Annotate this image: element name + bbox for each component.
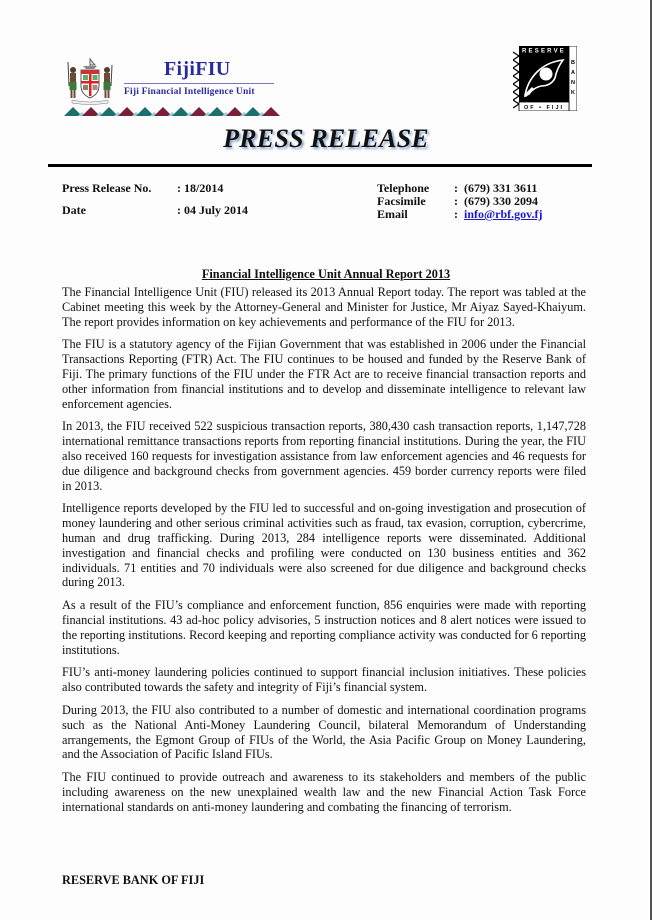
paragraph: The FIU is a statutory agency of the Fijian Government that was established in 2006 under the Financial Transactions Reporting (FTR) Act. The FIU continues to be housed and funded by the Reserve Bank of Fiji. The primary functions of the FIU under the FTR Act are to receive financial transaction reports and other information from financial institutions and to develop and disseminate intelligence to relevant law enforcement agencies. (62, 337, 586, 411)
paragraph: The FIU continued to provide outreach and awareness to its stakeholders and members of the public including awareness on the new unexplained wealth law and the new Financial Action Task Force international standards on anti-money laundering and combating the financing of terrorism. (62, 770, 586, 814)
fiu-logo-title: FijiFIU (164, 58, 231, 80)
meta-label: Press Release No. (62, 181, 152, 195)
meta-value: : (679) 331 3611 (454, 181, 538, 195)
email-link[interactable]: info@rbf.gov.fj (464, 207, 543, 221)
rbf-tabua-icon (513, 46, 577, 111)
document-body (62, 285, 586, 823)
svg-text:BANK: B A N K (571, 60, 575, 96)
meta-row-date (62, 204, 248, 226)
paragraph: As a result of the FIU’s compliance and enforcement function, 856 enquiries were made with reporting financial institutions. 43 ad-hoc policy advisories, 5 instruction notices and 8 alert notices were issued to the reporting institutions. Record keeping and reporting compliance activity was conducted for 6 reporting institutions. (62, 598, 586, 657)
meta-label: Telephone (377, 181, 430, 195)
fiu-logo-subtitle: Fiji Financial Intelligence Unit (124, 87, 255, 97)
meta-row-release-no (62, 182, 248, 204)
signoff: RESERVE BANK OF FIJI (62, 873, 205, 887)
meta-value: : 18/2014 (177, 181, 224, 195)
contact-meta (377, 182, 543, 221)
triangle-pattern-band (64, 106, 280, 116)
release-meta (62, 182, 248, 226)
meta-label: Date (62, 203, 86, 217)
fiu-logo-rule (124, 83, 274, 84)
svg-text:RESERVE: RESERVE (522, 48, 566, 55)
document-heading: Financial Intelligence Unit Annual Report 2013 (201, 267, 451, 281)
paragraph: FIU’s anti-money laundering policies continued to support financial inclusion initiatives. These policies also contributed towards the safety and integrity of Fiji’s financial system. (62, 665, 586, 695)
paragraph: During 2013, the FIU also contributed to a number of domestic and international coordination programs such as the National Anti-Money Laundering Council, bilateral Memorandum of Understanding arrangements, the Egmont Group of FIUs of the World, the Asia Pacific Group on Money Laundering, and the Association of Pacific Island FIUs. (62, 702, 586, 762)
meta-value: : 04 July 2014 (177, 203, 249, 217)
press-release-title: PRESS RELEASE (223, 124, 429, 153)
meta-label: Facsimile (377, 194, 426, 208)
svg-text:OF • FIJI: OF • FIJI (523, 105, 565, 111)
paragraph: Intelligence reports developed by the FIU led to successful and on-going investigation and prosecution of money laundering and other serious criminal activities such as fraud, tax evasion, corruption, cybercrime, human and drug trafficking. During 2013, 284 intelligence reports were disseminated. Additional investigation and financial checks and profiling were conducted on 130 business entities and 362 individuals. 71 entities and 70 individuals were also screened for due diligence and background checks during 2013. (62, 501, 586, 590)
meta-label: Email (377, 207, 408, 221)
paragraph: The Financial Intelligence Unit (FIU) released its 2013 Annual Report today. The report was tabled at the Cabinet meeting this week by the Attorney-General and Minister for Justice, Mr Aiyaz Sayed-Khaiyum. The report provides information on key achievements and performance of the FIU for 2013. (62, 285, 586, 329)
fiji-fiu-logo (64, 56, 284, 118)
meta-separator: : (454, 207, 464, 221)
paragraph: In 2013, the FIU received 522 suspicious transaction reports, 380,430 cash transaction reports, 1,147,728 international remittance transactions reports from reporting financial institutions. During the year, the FIU also received 160 requests for investigation assistance from law enforcement agencies and 46 requests for due diligence and background checks from government agencies. 459 border currency reports were filed in 2013. (62, 419, 586, 493)
fiji-coat-of-arms-icon (64, 56, 116, 106)
header-divider (48, 164, 592, 167)
meta-value: : (679) 330 2094 (454, 194, 538, 208)
meta-row-email (377, 208, 543, 221)
